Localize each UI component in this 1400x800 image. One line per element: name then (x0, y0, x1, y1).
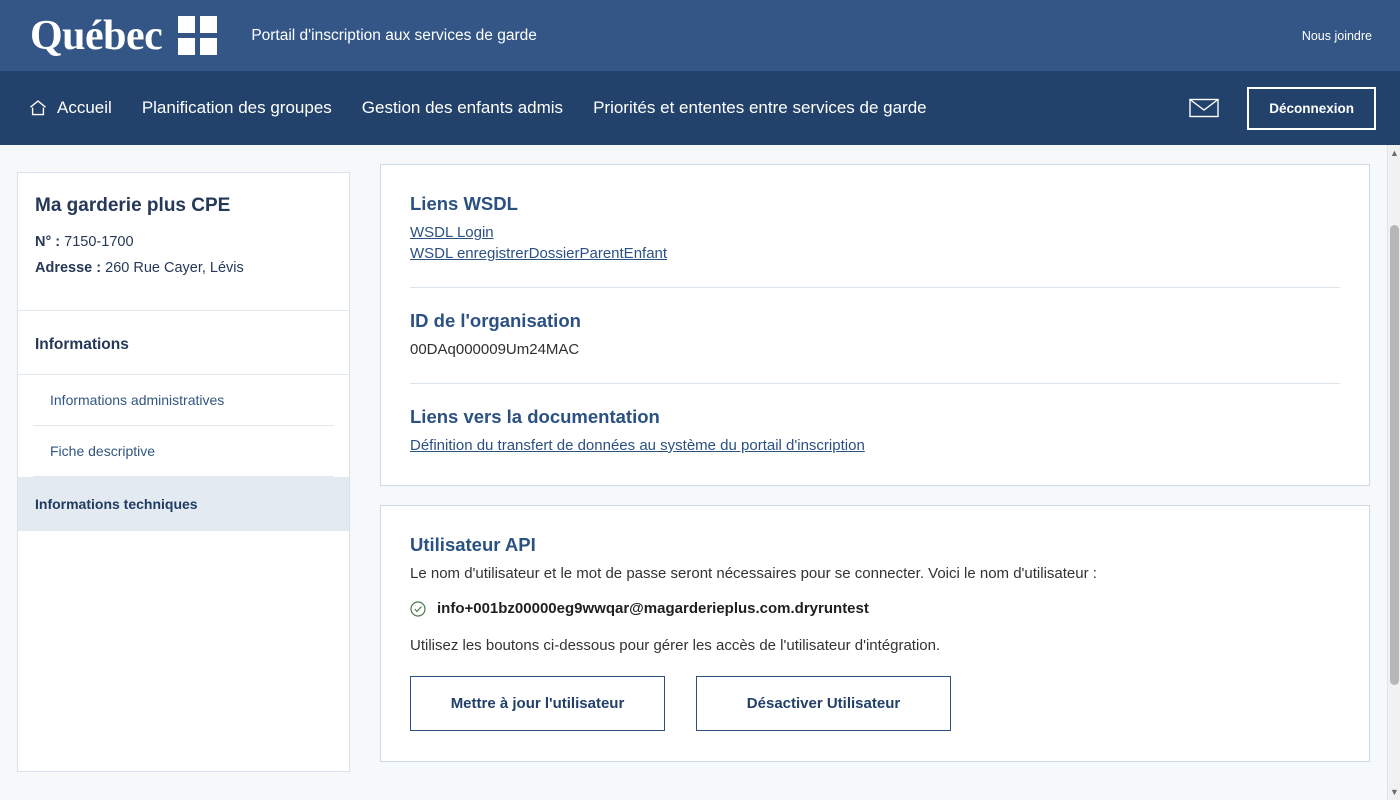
contact-link[interactable]: Nous joindre (1301, 29, 1372, 43)
brand-bar (0, 0, 1400, 71)
organization-address-label: Adresse : (35, 260, 102, 276)
organization-name: Ma garderie plus CPE (35, 195, 231, 216)
page-scrollbar[interactable] (1387, 145, 1400, 800)
api-username-row (410, 600, 1340, 617)
envelope-icon[interactable] (1189, 97, 1219, 119)
organization-summary (18, 173, 349, 311)
divider (410, 383, 1340, 384)
organization-id-title: ID de l'organisation (410, 310, 581, 331)
organization-id-value: 00DAq000009Um24MAC (410, 341, 580, 358)
quebec-logo[interactable] (30, 12, 217, 59)
sidebar-item-fiche-descriptive[interactable]: Fiche descriptive (33, 426, 334, 477)
wsdl-section-title: Liens WSDL (410, 193, 518, 214)
nav-item-accueil[interactable] (28, 98, 112, 118)
organization-number-label: N° : (35, 234, 61, 250)
documentation-link[interactable]: Définition du transfert de données au système du portail d'inscription (410, 437, 865, 454)
organization-number (35, 234, 332, 250)
api-username-value: info+001bz00000eg9wwqar@magarderieplus.com.dryruntest (437, 600, 869, 617)
technical-info-panel (380, 164, 1370, 486)
api-user-panel (380, 505, 1370, 762)
nav-item-label: Accueil (57, 98, 112, 117)
home-icon (28, 98, 48, 118)
api-user-title: Utilisateur API (410, 534, 536, 555)
nav-items (28, 98, 927, 118)
nav-right-actions (1189, 87, 1376, 130)
main-navigation (0, 71, 1400, 145)
sidebar-item-informations-techniques[interactable]: Informations techniques (18, 477, 349, 531)
portal-title: Portail d'inscription aux services de garde (251, 26, 537, 44)
quebec-fleur-de-lys-grid-icon (178, 16, 217, 55)
sidebar-item-informations-administratives[interactable]: Informations administratives (33, 375, 334, 426)
scroll-up-arrow[interactable]: ▲ (1390, 148, 1399, 158)
scrollbar-thumb[interactable] (1390, 225, 1399, 685)
documentation-title: Liens vers la documentation (410, 406, 660, 427)
sidebar-section-title: Informations (18, 311, 349, 375)
disable-user-button[interactable]: Désactiver Utilisateur (696, 676, 951, 731)
organization-number-value: 7150-1700 (64, 234, 134, 250)
api-user-description: Le nom d'utilisateur et le mot de passe seront nécessaires pour se connecter. Voici le nom d'utilisateur : (410, 565, 1097, 582)
scroll-down-arrow[interactable]: ▼ (1390, 787, 1399, 797)
check-circle-icon (410, 601, 426, 617)
main-content (366, 145, 1400, 800)
logo-wordmark: Québec (30, 12, 163, 59)
wsdl-enregistrer-dossier-parent-enfant-link[interactable]: WSDL enregistrerDossierParentEnfant (410, 245, 668, 262)
organization-address-value: 260 Rue Cayer, Lévis (105, 260, 244, 276)
nav-item-gestion-des-enfants-admis[interactable]: Gestion des enfants admis (361, 98, 564, 117)
wsdl-login-link[interactable]: WSDL Login (410, 224, 494, 241)
update-user-button[interactable]: Mettre à jour l'utilisateur (410, 676, 665, 731)
page-body (0, 145, 1400, 800)
organization-address (35, 260, 332, 276)
nav-item-priorites-et-ententes[interactable]: Priorités et ententes entre services de garde (593, 98, 927, 117)
nav-item-planification-des-groupes[interactable]: Planification des groupes (141, 98, 332, 117)
api-user-hint: Utilisez les boutons ci-dessous pour gérer les accès de l'utilisateur d'intégration. (410, 637, 941, 654)
sidebar-card (17, 172, 350, 772)
api-user-actions (410, 676, 1340, 731)
logout-button[interactable]: Déconnexion (1247, 87, 1376, 130)
sidebar (0, 145, 366, 800)
divider (410, 287, 1340, 288)
